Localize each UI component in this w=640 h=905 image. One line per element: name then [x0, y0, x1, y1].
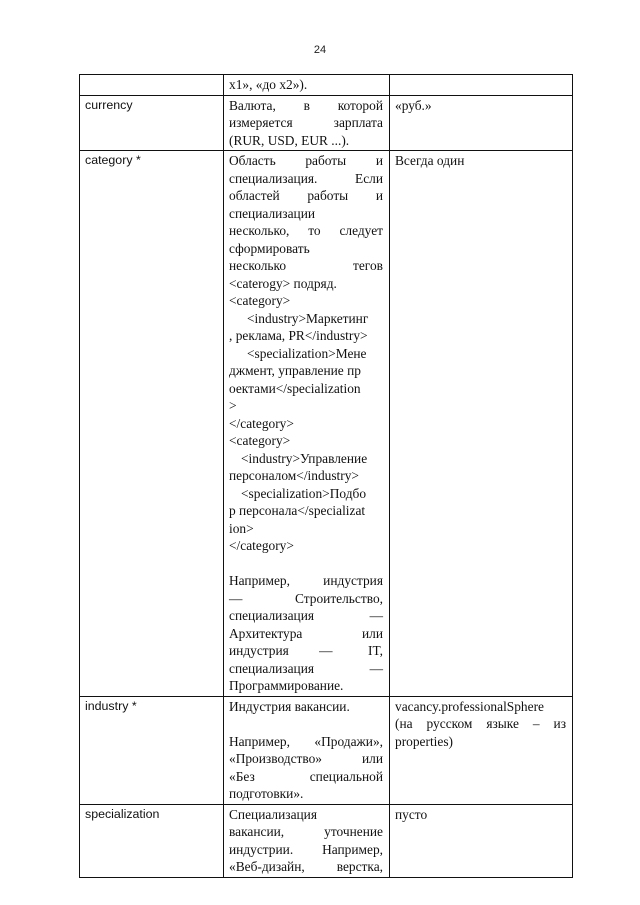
description-line: несколько, то следует: [229, 223, 383, 238]
mapping-line: (на русском языке – из: [395, 716, 566, 731]
field-name-cell: [80, 75, 224, 96]
table-row: [80, 151, 573, 697]
description-line: подготовки».: [229, 786, 304, 801]
description-line: «Веб-дизайн, верстка,: [229, 859, 383, 874]
table-row: [80, 804, 573, 877]
description-line: оектами</specialization: [229, 380, 361, 396]
description-line: x1», «до x2»).: [229, 77, 308, 92]
description-line: <specialization>Подбо: [241, 485, 367, 501]
description-line: измеряется зарплата: [229, 115, 383, 130]
description-line: Программирование.: [229, 678, 344, 693]
blank-line: [229, 715, 383, 733]
table-row: [80, 696, 573, 804]
description-line: специализация —: [229, 608, 383, 623]
description-line: Индустрия вакансии.: [229, 698, 350, 714]
field-name-cell: currency: [80, 95, 224, 151]
description-line: индустрия — IT,: [229, 643, 383, 658]
table-row: [80, 75, 573, 96]
description-line: персоналом</industry>: [229, 468, 359, 483]
mapping-cell: [390, 696, 573, 804]
description-line: джмент, управление пр: [229, 363, 361, 378]
mapping-cell: [390, 75, 573, 96]
description-line: <industry>Маркетинг: [247, 310, 369, 326]
description-line: <category>: [229, 293, 291, 308]
description-line: сформировать: [229, 240, 310, 256]
description-line: областей работы и: [229, 188, 383, 203]
description-line: «Производство» или: [229, 751, 383, 766]
table-row: [80, 95, 573, 151]
field-name-cell: specialization: [80, 804, 224, 877]
description-cell: [224, 696, 390, 804]
mapping-line: «руб.»: [395, 97, 432, 113]
mapping-line: пусто: [395, 806, 428, 822]
description-line: </category>: [229, 538, 294, 553]
description-line: несколько тегов: [229, 258, 383, 273]
mapping-cell: [390, 151, 573, 697]
description-cell: [224, 95, 390, 151]
description-line: <industry>Управление: [241, 450, 368, 466]
mapping-line: vacancy.professionalSphere: [395, 698, 544, 714]
description-line: <caterogy> подряд.: [229, 275, 337, 291]
description-line: специализация. Если: [229, 170, 383, 186]
mapping-line: properties): [395, 733, 454, 749]
description-line: р персонала</specializat: [229, 503, 366, 518]
description-line: Область работы и: [229, 153, 383, 168]
description-cell: [224, 151, 390, 697]
description-line: Архитектура или: [229, 625, 383, 641]
description-line: вакансии, уточнение: [229, 824, 383, 839]
description-line: >: [229, 398, 237, 413]
description-line: </category>: [229, 415, 294, 431]
description-line: ion>: [229, 520, 254, 536]
blank-line: [229, 555, 383, 573]
mapping-line: Всегда один: [395, 153, 465, 168]
description-cell: [224, 804, 390, 877]
description-cell: [224, 75, 390, 96]
mapping-cell: [390, 804, 573, 877]
mapping-cell: [390, 95, 573, 151]
field-name-cell: category *: [80, 151, 224, 697]
description-line: (RUR, USD, EUR ...).: [229, 132, 350, 148]
description-line: специализации: [229, 205, 316, 221]
description-line: Например, индустрия: [229, 573, 383, 588]
field-mapping-table: [79, 74, 573, 878]
description-line: индустрии. Например,: [229, 841, 383, 857]
description-line: <category>: [229, 433, 291, 448]
description-line: <specialization>Мене: [247, 345, 367, 361]
description-line: специализация —: [229, 660, 383, 676]
description-line: — Строительство,: [229, 590, 383, 606]
description-line: , реклама, PR</industry>: [229, 328, 368, 343]
description-line: Валюта, в которой: [229, 97, 383, 113]
field-name-cell: industry *: [80, 696, 224, 804]
description-line: Специализация: [229, 806, 318, 822]
description-line: «Без специальной: [229, 768, 383, 784]
description-line: Например, «Продажи»,: [229, 733, 383, 749]
page-number: 24: [313, 44, 327, 56]
